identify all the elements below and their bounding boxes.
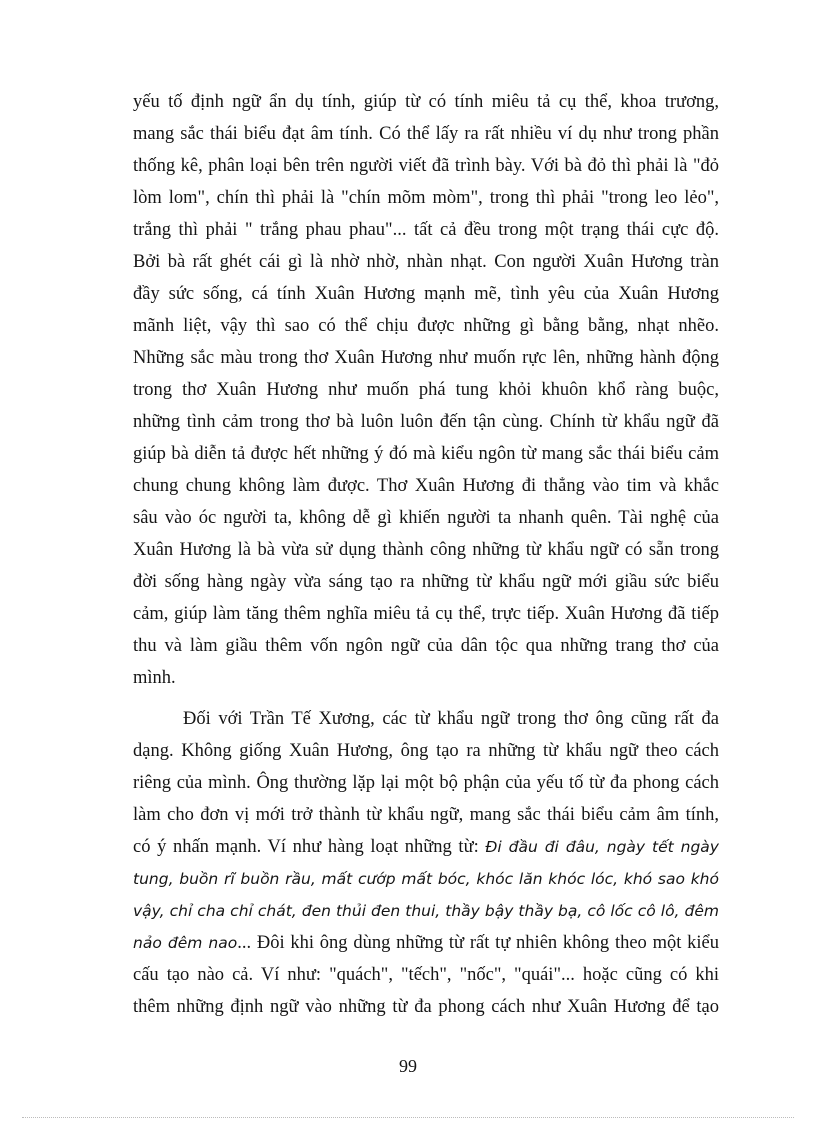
text-line: chung chung không làm được. Thơ Xuân Hương đi thẳng vào tim và khắc bbox=[133, 476, 719, 496]
text-line: dạng. Không giống Xuân Hương, ông tạo ra những từ khẩu ngữ theo cách bbox=[133, 741, 719, 761]
text-line: giúp bà diễn tả được hết những ý đó mà kiểu ngôn từ mang sắc thái biểu cảm bbox=[133, 444, 719, 464]
footer-divider bbox=[22, 1117, 794, 1118]
body-text bbox=[133, 86, 719, 1023]
text-line: đầy sức sống, cá tính Xuân Hương mạnh mẽ, tình yêu của Xuân Hương bbox=[133, 284, 719, 304]
text-line: làm cho đơn vị mới trở thành từ khẩu ngữ, mang sắc thái biểu cảm âm tính, bbox=[133, 805, 719, 825]
text-line: cấu tạo nào cả. Ví như: "quách", "tếch", "nốc", "quái"... hoặc cũng có khi bbox=[133, 965, 719, 985]
page-number: 99 bbox=[399, 1056, 417, 1076]
text-segment: có ý nhấn mạnh. Ví như hàng loạt những từ: bbox=[133, 837, 486, 857]
italic-example-words: Đi đầu đi đâu, ngày tết ngày bbox=[485, 838, 719, 856]
text-line: thu và làm giầu thêm vốn ngôn ngữ của dân tộc qua những trang thơ của bbox=[133, 636, 719, 656]
text-line: trong thơ Xuân Hương như muốn phá tung khỏi khuôn khổ ràng buộc, bbox=[133, 380, 719, 400]
text-line: những tình cảm trong thơ bà luôn luôn đến tận cùng. Chính từ khẩu ngữ đã bbox=[133, 412, 719, 432]
paragraph-xuan-huong bbox=[133, 86, 719, 694]
text-line: Xuân Hương là bà vừa sử dụng thành công những từ khẩu ngữ có sẵn trong bbox=[133, 540, 719, 560]
text-line: thống kê, phân loại bên trên người viết đã trình bày. Với bà đỏ thì phải là "đỏ bbox=[133, 156, 719, 176]
text-line: mang sắc thái biểu đạt âm tính. Có thể lấy ra rất nhiều ví dụ như trong phần bbox=[133, 124, 719, 144]
text-line: yếu tố định ngữ ẩn dụ tính, giúp từ có tính miêu tả cụ thể, khoa trương, bbox=[133, 92, 719, 112]
text-line: cảm, giúp làm tăng thêm nghĩa miêu tả cụ thể, trực tiếp. Xuân Hương đã tiếp bbox=[133, 604, 719, 624]
text-line: lòm lom", chín thì phải là "chín mõm mòm", trong thì phải "trong leo lẻo", bbox=[133, 188, 719, 208]
text-line: Bởi bà rất ghét cái gì là nhờ nhờ, nhàn nhạt. Con người Xuân Hương tràn bbox=[133, 252, 719, 272]
text-line-mixed bbox=[133, 831, 719, 863]
italic-example-words: tung, buồn rĩ buồn rầu, mất cướp mất bóc, khóc lăn khóc lóc, khó sao khó bbox=[133, 870, 719, 888]
italic-example-words: nảo đêm nao bbox=[133, 934, 238, 952]
text-line: Đối với Trần Tế Xương, các từ khẩu ngữ trong thơ ông cũng rất đa bbox=[183, 709, 719, 729]
paragraph-spacing bbox=[133, 694, 719, 703]
text-line: sâu vào óc người ta, không dễ gì khiến người ta nhanh quên. Tài nghệ của bbox=[133, 508, 719, 528]
text-line: riêng của mình. Ông thường lặp lại một bộ phận của yếu tố từ đa phong cách bbox=[133, 773, 719, 793]
text-line: mình. bbox=[133, 668, 176, 688]
text-line-mixed bbox=[133, 927, 719, 959]
text-line: trắng thì phải " trắng phau phau"... tất cả đều trong một trạng thái cực độ. bbox=[133, 220, 719, 240]
text-segment: ... Đôi khi ông dùng những từ rất tự nhiên không theo một kiểu bbox=[237, 933, 719, 953]
text-line: đời sống hàng ngày vừa sáng tạo ra những từ khẩu ngữ mới giầu sức biểu bbox=[133, 572, 719, 592]
paragraph-tran-te-xuong bbox=[133, 703, 719, 1023]
italic-example-words: vậy, chỉ cha chỉ chát, đen thủi đen thui, thầy bậy thầy bạ, cô lốc cô lô, đêm bbox=[133, 902, 719, 920]
text-line: mãnh liệt, vậy thì sao có thể chịu được những gì bằng bằng, nhạt nhẽo. bbox=[133, 316, 719, 336]
text-line: Những sắc màu trong thơ Xuân Hương như muốn rực lên, những hành động bbox=[133, 348, 719, 368]
text-line: thêm những định ngữ vào những từ đa phong cách như Xuân Hương để tạo bbox=[133, 997, 719, 1017]
